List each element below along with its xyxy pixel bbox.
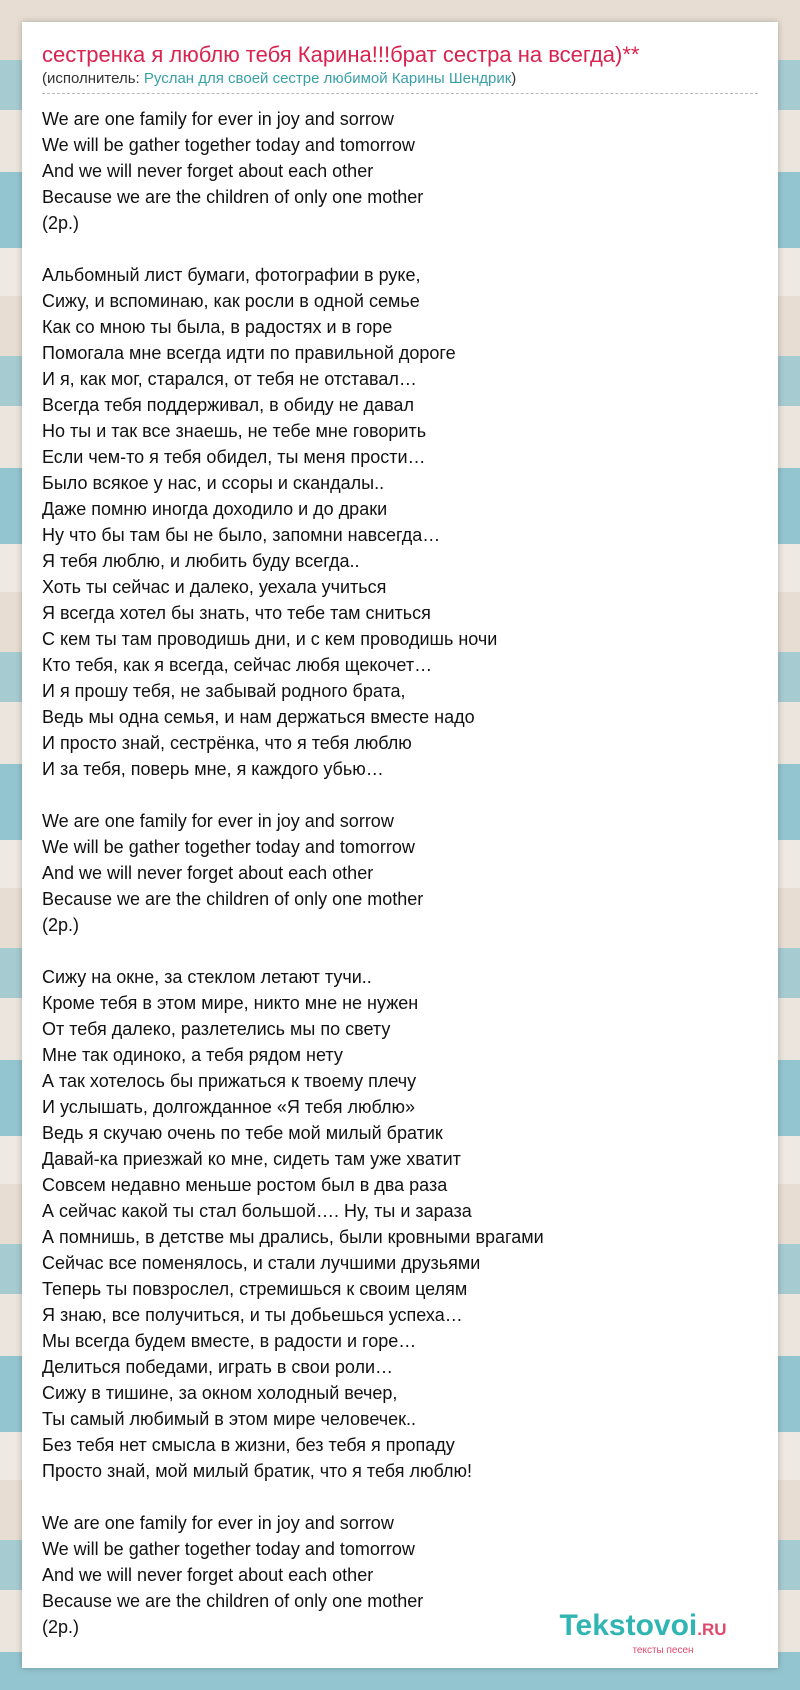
lyric-line: Даже помню иногда доходило и до драки [42, 499, 388, 519]
lyric-line: Совсем недавно меньше ростом был в два раза [42, 1175, 448, 1195]
lyric-line: Помогала мне всегда идти по правильной дороге [42, 343, 456, 363]
lyric-line: And we will never forget about each other [42, 863, 374, 883]
lyric-line: Because we are the children of only one mother [42, 889, 424, 909]
lyric-line: Без тебя нет смысла в жизни, без тебя я пропаду [42, 1435, 455, 1455]
lyrics-body [42, 106, 758, 1640]
lyric-line: Сижу на окне, за стеклом летают тучи.. [42, 967, 372, 987]
lyric-line: Как со мною ты была, в радостях и в горе [42, 317, 393, 337]
lyric-line: А помнишь, в детстве мы дрались, были кровными врагами [42, 1227, 544, 1247]
lyric-line: (2р.) [42, 213, 80, 233]
lyric-line: And we will never forget about each other [42, 161, 374, 181]
lyric-line: И я прошу тебя, не забывай родного брата, [42, 681, 406, 701]
lyric-line: Давай-ка приезжай ко мне, сидеть там уже хватит [42, 1149, 461, 1169]
artist-link[interactable]: Руслан для своей сестре любимой Карины Шендрик [143, 70, 512, 87]
lyric-line: Я тебя люблю, и любить буду всегда.. [42, 551, 360, 571]
logo-wordmark: Tekstovoi [559, 1609, 698, 1642]
lyric-line: We will be gather together today and tomorrow [42, 837, 415, 857]
lyric-line: И просто знай, сестрёнка, что я тебя люблю [42, 733, 412, 753]
lyric-line: Просто знай, мой милый братик, что я тебя люблю! [42, 1461, 472, 1481]
lyric-line: Ну что бы там бы не было, запомни навсегда… [42, 525, 441, 545]
lyric-line: Я знаю, все получиться, и ты добьешься успеха… [42, 1305, 463, 1325]
lyric-line: Было всякое у нас, и ссоры и скандалы.. [42, 473, 385, 493]
lyric-line: (2р.) [42, 915, 80, 935]
lyric-line: От тебя далеко, разлетелись мы по свету [42, 1019, 391, 1039]
stanza-break [42, 236, 758, 262]
lyric-line: Сейчас все поменялось, и стали лучшими друзьями [42, 1253, 481, 1273]
lyric-line: Сижу в тишине, за окном холодный вечер, [42, 1383, 398, 1403]
lyric-line: Ведь я скучаю очень по тебе мой милый братик [42, 1123, 443, 1143]
lyric-line: Мне так одиноко, а тебя рядом нету [42, 1045, 343, 1065]
lyric-line: И я, как мог, старался, от тебя не отставал… [42, 369, 417, 389]
lyric-line: We are one family for ever in joy and sorrow [42, 109, 394, 129]
artist-prefix: (исполнитель: [42, 70, 144, 87]
lyric-line: Ведь мы одна семья, и нам держаться вместе надо [42, 707, 475, 727]
lyric-line: Альбомный лист бумаги, фотографии в руке, [42, 265, 421, 285]
site-logo[interactable] [538, 1610, 748, 1656]
lyric-line: We are one family for ever in joy and sorrow [42, 811, 394, 831]
artist-suffix: ) [511, 70, 517, 87]
lyric-line: Я всегда хотел бы знать, что тебе там сниться [42, 603, 431, 623]
lyric-line: И услышать, долгожданное «Я тебя люблю» [42, 1097, 415, 1117]
lyrics-card [22, 22, 778, 1668]
lyric-line: Но ты и так все знаешь, не тебе мне говорить [42, 421, 427, 441]
lyric-line: And we will never forget about each other [42, 1565, 374, 1585]
lyric-line: С кем ты там проводишь дни, и с кем проводишь ночи [42, 629, 498, 649]
lyric-line: Кто тебя, как я всегда, сейчас любя щекочет… [42, 655, 433, 675]
lyric-line: Теперь ты повзрослел, стремишься к своим целям [42, 1279, 468, 1299]
lyric-line: We will be gather together today and tomorrow [42, 1539, 415, 1559]
stanza-break [42, 1484, 758, 1510]
lyric-line: Делиться победами, играть в свои роли… [42, 1357, 393, 1377]
lyric-line: Хоть ты сейчас и далеко, уехала учиться [42, 577, 387, 597]
song-title: сестренка я люблю тебя Карина!!!брат сестра на всегда)** [42, 42, 640, 67]
lyric-line: Сижу, и вспоминаю, как росли в одной семье [42, 291, 420, 311]
lyric-line: Если чем-то я тебя обидел, ты меня прости… [42, 447, 426, 467]
logo-tagline: тексты песен [632, 1645, 694, 1656]
lyric-line: Мы всегда будем вместе, в радости и горе… [42, 1331, 417, 1351]
lyric-line: We will be gather together today and tomorrow [42, 135, 415, 155]
lyric-line: Because we are the children of only one mother [42, 1591, 424, 1611]
stanza-break [42, 938, 758, 964]
title-divider [42, 93, 758, 94]
lyric-line: Всегда тебя поддерживал, в обиду не давал [42, 395, 414, 415]
lyric-line: И за тебя, поверь мне, я каждого убью… [42, 759, 384, 779]
lyric-line: А сейчас какой ты стал большой…. Ну, ты и зараза [42, 1201, 472, 1221]
lyric-line: А так хотелось бы прижаться к твоему плечу [42, 1071, 417, 1091]
lyric-line: We are one family for ever in joy and sorrow [42, 1513, 394, 1533]
lyric-line: Ты самый любимый в этом мире человечек.. [42, 1409, 417, 1429]
stanza-break [42, 782, 758, 808]
lyric-line: Because we are the children of only one mother [42, 187, 424, 207]
artist-line [42, 70, 758, 88]
lyric-line: Кроме тебя в этом мире, никто мне не нужен [42, 993, 419, 1013]
lyric-line: (2р.) [42, 1617, 80, 1637]
logo-tld: .RU [697, 1620, 727, 1639]
